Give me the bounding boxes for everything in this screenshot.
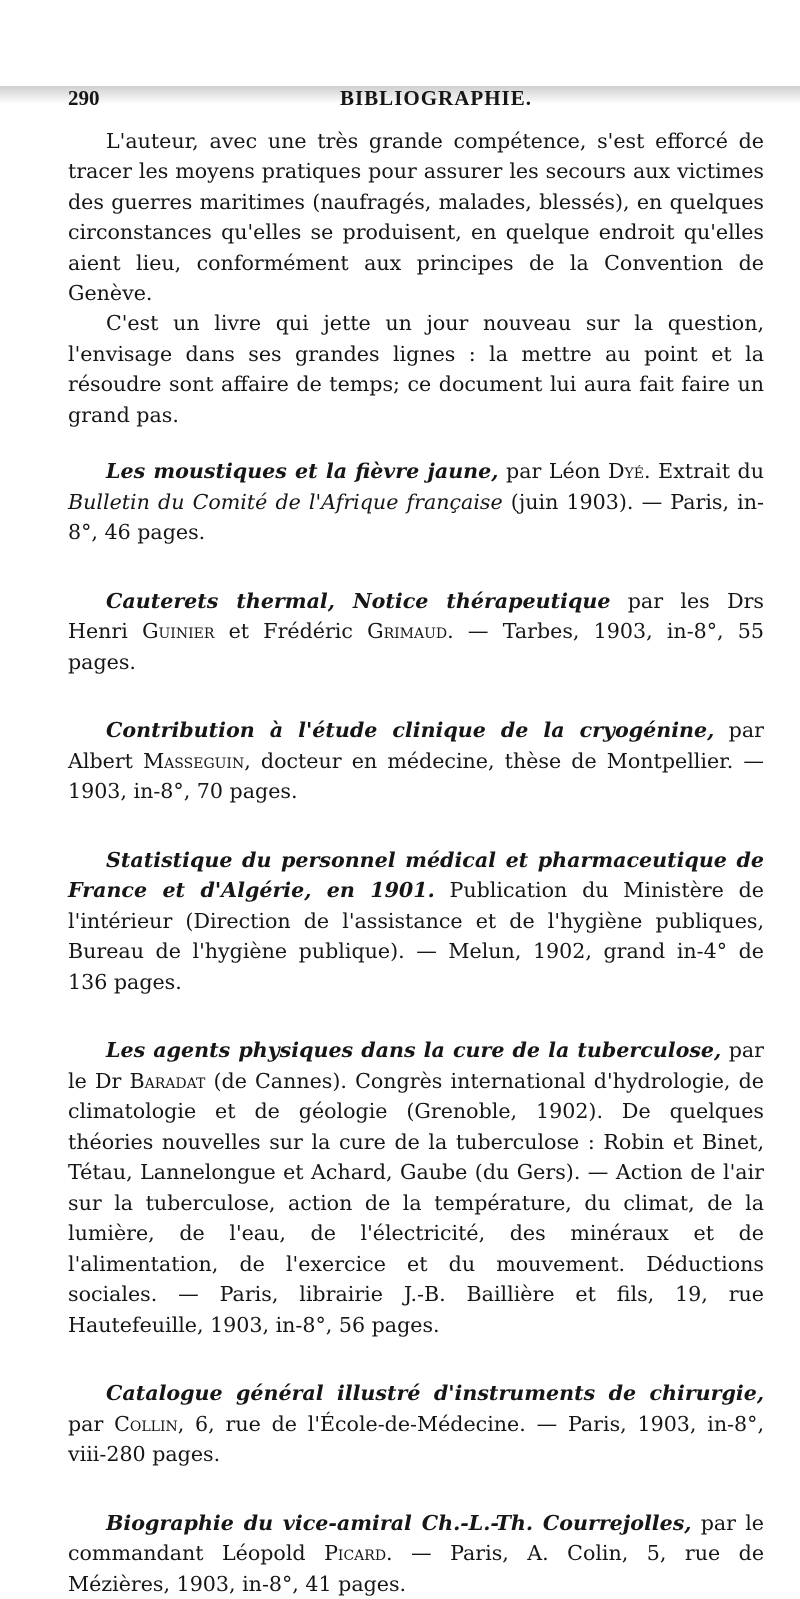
entry-author: Dyé bbox=[607, 459, 644, 484]
entry-title: Cauterets thermal, Notice thérapeutique bbox=[106, 588, 611, 613]
entry-title: Les agents physiques dans la cure de la tuberculose, bbox=[106, 1038, 722, 1063]
intro-paragraph-1: L'auteur, avec une très grande compétence, s'est efforcé de tracer les moyens pratiques pour assurer les secours aux victimes des guerres maritimes (naufragés, malades, blessés), en quelques circonstances qu'elles se produisent, en quelque endroit qu'elles aient lieu, conformément aux principes de la Convention de Genève. bbox=[68, 129, 764, 306]
bibliography-entry: Statistique du personnel médical et pharmaceutique de France et d'Algérie, en 1901. Publication du Ministère de l'intérieur (Direction de l'assistance et de l'hygiène publiques, Bureau de l'hygiène publique). — Melun, 1902, grand in-4° de 136 pages. bbox=[68, 847, 764, 994]
entry-title: Statistique du personnel médical et pharmaceutique de France et d'Algérie, en 1901. bbox=[68, 847, 764, 903]
entry-author: Baradat bbox=[129, 1068, 206, 1093]
entry-title: Catalogue général illustré d'instruments de chirurgie, bbox=[106, 1381, 764, 1406]
bibliography-entry: Cauterets thermal, Notice thérapeutique par les Drs Henri Guinier et Frédéric Grimaud. — Tarbes, 1903, in-8°, 55 pages. bbox=[68, 588, 765, 674]
page-number: 290 bbox=[68, 86, 100, 110]
entry-title: Biographie du vice-amiral Ch.-L.-Th. Courrejolles, bbox=[106, 1510, 692, 1535]
bibliography-entry: Biographie du vice-amiral Ch.-L.-Th. Courrejolles, par le commandant Léopold Picard. — Paris, A. Colin, 5, rue de Mézières, 1903, in-8°, 41 pages. bbox=[68, 1510, 765, 1596]
bibliography-entry: Contribution à l'étude clinique de la cryogénine, par Albert Masseguin, docteur en médecine, thèse de Montpellier. — 1903, in-8°, 70 pages. bbox=[68, 718, 764, 804]
entry-title: Contribution à l'étude clinique de la cryogénine, bbox=[106, 718, 715, 743]
running-head bbox=[68, 86, 764, 126]
bibliography-entry: Les moustiques et la fièvre jaune, par Léon Dyé. Extrait du Bulletin du Comité de l'Afrique française (juin 1903). — Paris, in-8°, 46 pages. bbox=[68, 459, 765, 545]
bibliography-entry: Les agents physiques dans la cure de la tuberculose, par le Dr Baradat (de Cannes). Congrès international d'hydrologie, de climatologie et de géologie (Grenoble, 1902). De quelques théories nouvelles sur la cure de la tuberculose : Robin et Binet, Tétau, Lannelongue et Achard, Gaube (du Gers). — Action de l'air sur la tuberculose, action de la température, du climat, de la lumière, de l'eau, de l'électricité, des minéraux et de l'alimentation, de l'exercice et du mouvement. Déductions sociales. — Paris, librairie J.-B. Baillière et fils, 19, rue Hautefeuille, 1903, in-8°, 56 pages. bbox=[68, 1038, 764, 1337]
intro-paragraph-2: C'est un livre qui jette un jour nouveau sur la question, l'envisage dans ses grandes lignes : la mettre au point et la résoudre sont affaire de temps; ce document lui aura fait faire un grand pas. bbox=[68, 311, 764, 427]
entry-journal: Bulletin du Comité de l'Afrique française bbox=[68, 489, 503, 514]
entry-title: Les moustiques et la fièvre jaune, bbox=[106, 459, 499, 484]
entry-author: Guinier bbox=[142, 619, 215, 644]
page-header-title: BIBLIOGRAPHIE. bbox=[340, 86, 532, 110]
entry-author: Collin bbox=[114, 1411, 178, 1436]
entry-author: Masseguin bbox=[143, 748, 245, 773]
bibliography-entry: Catalogue général illustré d'instruments de chirurgie, par Collin, 6, rue de l'École-de-Médecine. — Paris, 1903, in-8°, viii-280 pages. bbox=[68, 1381, 764, 1467]
entry-author: Grimaud bbox=[367, 619, 448, 644]
entry-author: Picard bbox=[324, 1541, 387, 1566]
page bbox=[0, 86, 800, 1596]
